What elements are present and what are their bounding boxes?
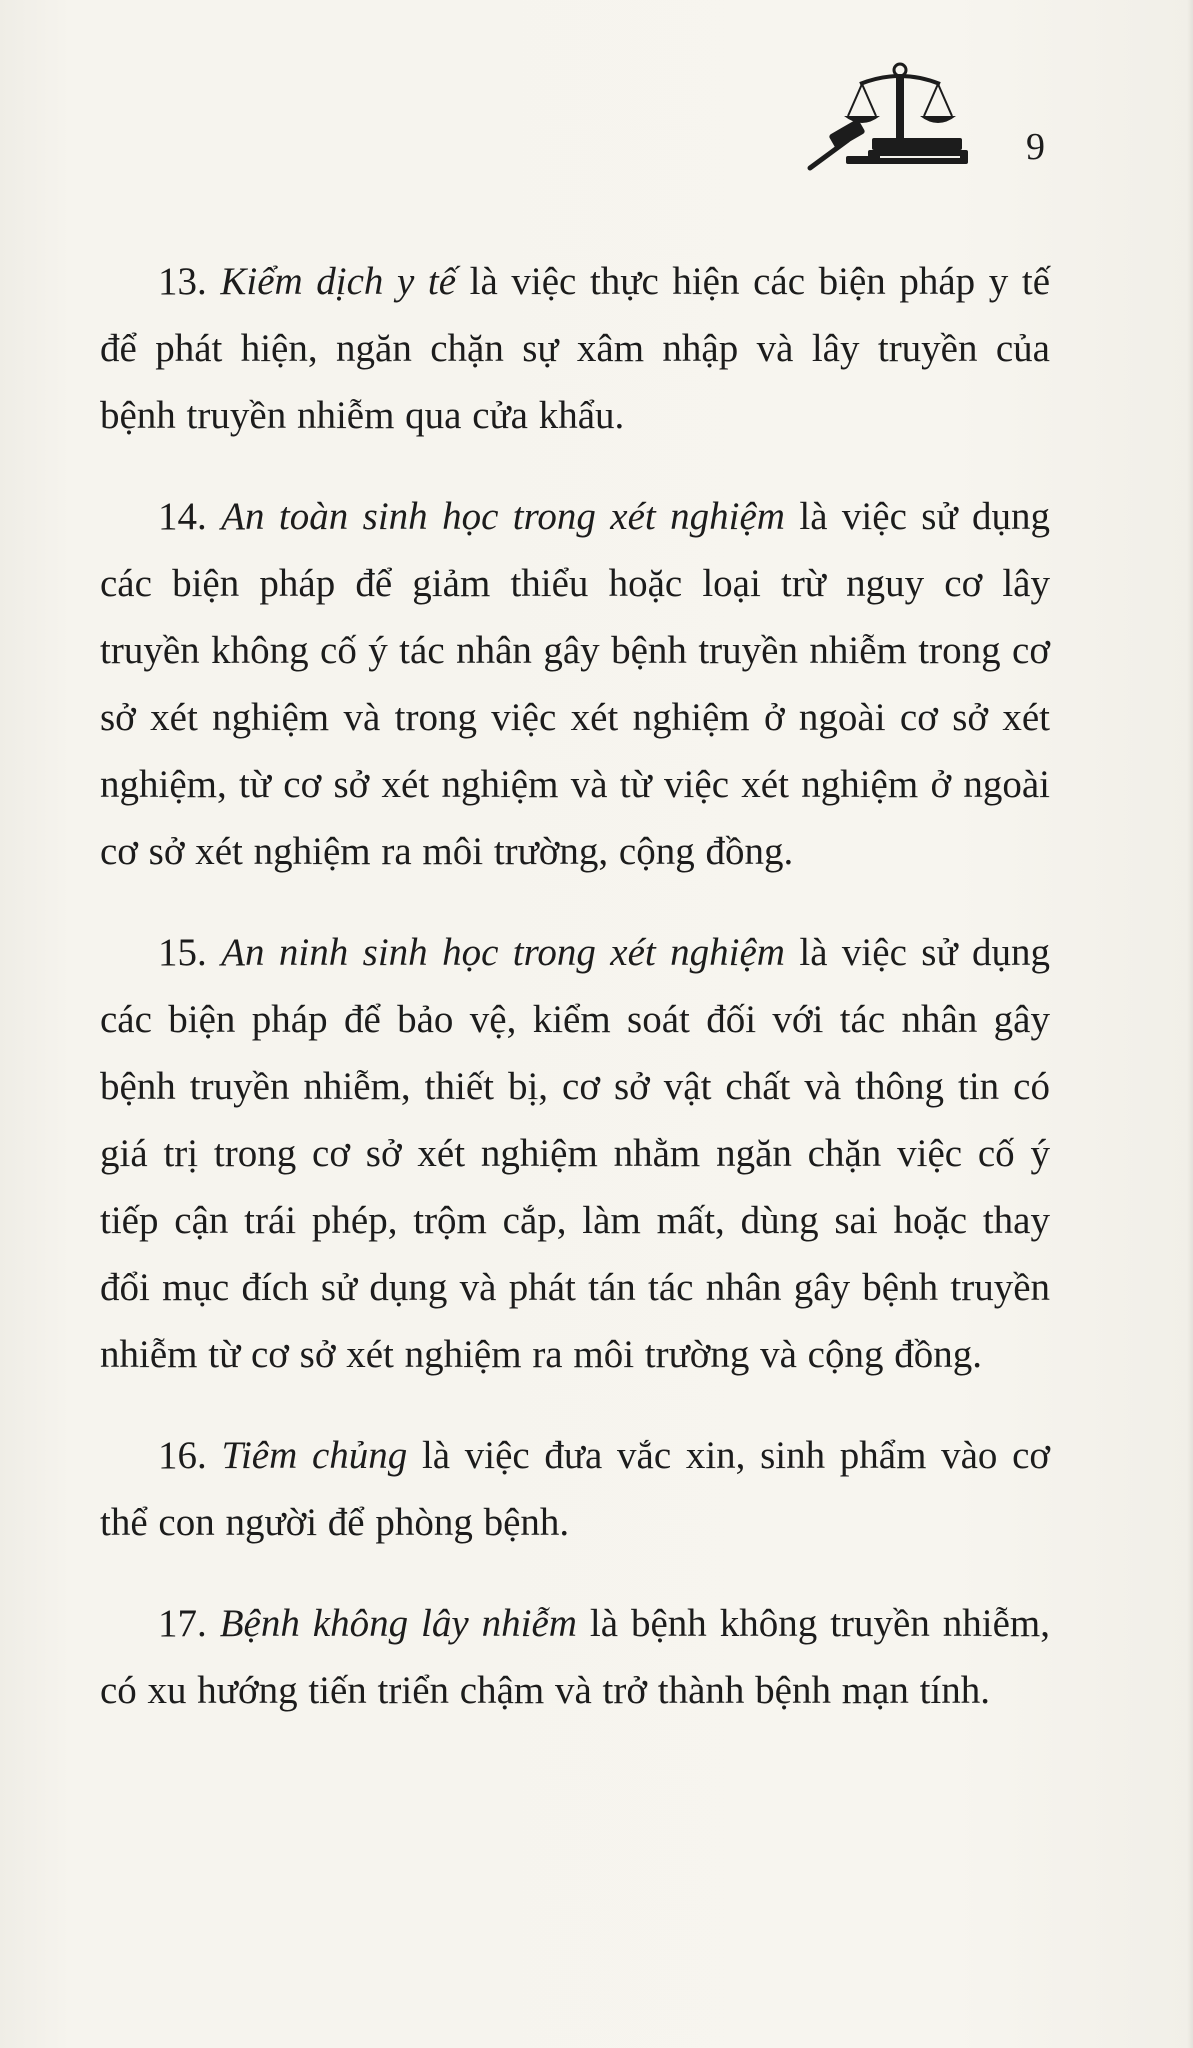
definition-number: 17. [158,1602,207,1645]
definition-number: 16. [158,1434,207,1477]
definition-13 [100,248,1050,449]
definition-17 [100,1590,1050,1724]
definition-term: Kiểm dịch y tế [220,260,457,303]
definition-number: 15. [158,931,207,974]
page-body [100,248,1050,1758]
definition-number: 13. [158,260,207,303]
definition-text: là việc đưa vắc xin, sinh phẩm vào cơ thể con người để phòng bệnh. [100,1434,1051,1544]
scales-of-justice-gavel-icon [790,58,975,178]
definition-text: là việc sử dụng các biện pháp để giảm thiểu hoặc loại trừ nguy cơ lây truyền không cố ý tác nhân gây bệnh truyền nhiễm trong cơ sở xét nghiệm và trong việc xét nghiệm ở ngoài cơ sở xét nghiệm, từ cơ sở xét nghiệm và từ việc xét nghiệm ở ngoài cơ sở xét nghiệm ra môi trường, cộng đồng. [100,495,1051,873]
definition-16 [100,1422,1050,1556]
definition-text: là việc thực hiện các biện pháp y tế để phát hiện, ngăn chặn sự xâm nhập và lây truyền của bệnh truyền nhiễm qua cửa khẩu. [100,260,1051,437]
page-number: 9 [1026,126,1045,168]
definition-14 [100,483,1050,885]
definition-term: Bệnh không lây nhiễm [219,1602,577,1645]
definition-term: An ninh sinh học trong xét nghiệm [221,931,785,974]
definition-term: Tiêm chủng [221,1434,408,1477]
definition-term: An toàn sinh học trong xét nghiệm [221,495,785,538]
definition-text: là bệnh không truyền nhiễm, có xu hướng tiến triển chậm và trở thành bệnh mạn tính. [100,1602,1051,1712]
definition-number: 14. [158,495,207,538]
definition-15 [100,919,1050,1388]
page-edge-shadow [1187,0,1193,2048]
definition-text: là việc sử dụng các biện pháp để bảo vệ, kiểm soát đối với tác nhân gây bệnh truyền nhiễm, thiết bị, cơ sở vật chất và thông tin có giá trị trong cơ sở xét nghiệm nhằm ngăn chặn việc cố ý tiếp cận trái phép, trộm cắp, làm mất, dùng sai hoặc thay đổi mục đích sử dụng và phát tán tác nhân gây bệnh truyền nhiễm từ cơ sở xét nghiệm ra môi trường và cộng đồng. [100,931,1051,1376]
